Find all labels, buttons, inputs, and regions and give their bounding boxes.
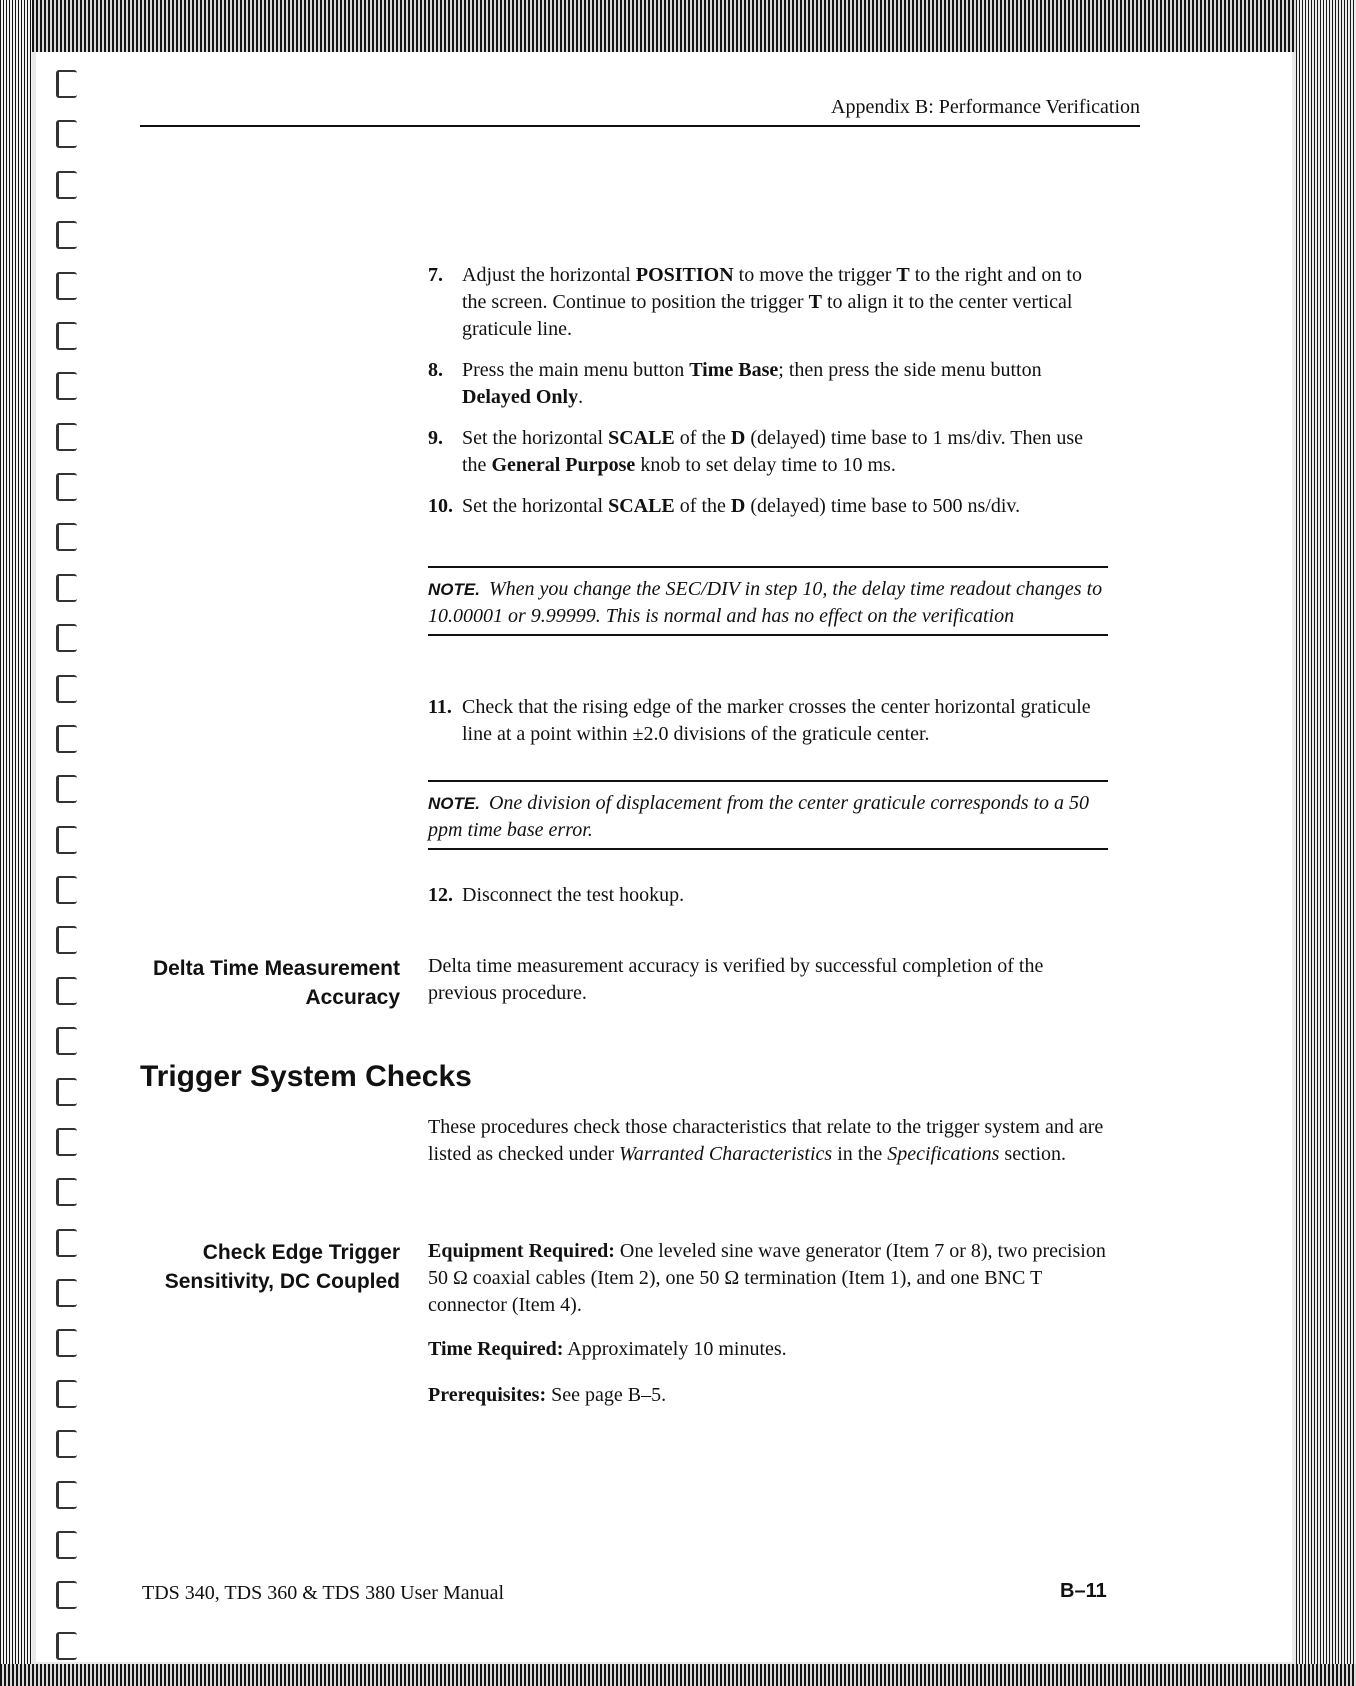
step-number: 10. <box>428 495 453 517</box>
binding-mark <box>56 1632 77 1660</box>
time-label: Time Required: <box>428 1338 564 1360</box>
binding-mark <box>56 1581 77 1609</box>
text-run: Set the horizontal <box>462 495 609 517</box>
binding-mark <box>56 1027 77 1055</box>
step-item <box>428 882 1108 909</box>
binding-mark <box>56 272 77 300</box>
binding-mark <box>56 221 77 249</box>
step-number: 9. <box>428 427 443 449</box>
header-title: Appendix B: Performance Verification <box>831 96 1140 118</box>
binding-mark <box>56 1531 77 1559</box>
text-run: T <box>808 291 822 313</box>
heading-line: Check Edge Trigger <box>202 1241 400 1264</box>
binding-mark <box>56 372 77 400</box>
binding-mark <box>56 1178 77 1206</box>
prerequisites <box>428 1382 1108 1409</box>
text-run: Set the horizontal <box>462 427 609 449</box>
section-title: Trigger System Checks <box>140 1060 472 1093</box>
binding-mark <box>56 725 77 753</box>
text-run: knob to set delay time to 10 ms. <box>635 454 896 476</box>
equipment-text: One leveled sine wave generator (Item 7 or 8), two precision 50 Ω coaxial cables (Item 2), one 50 Ω termination (Item 1), and one BNC T connector (Item 4). <box>428 1240 1106 1316</box>
step-text <box>462 425 1108 479</box>
step-number: 8. <box>428 359 443 381</box>
trigger-intro <box>428 1114 1108 1168</box>
text-run: Check that the rising edge of the marker crosses the center horizontal graticule line at a point within ±2.0 divisions of the graticule center. <box>462 696 1091 745</box>
text-run: POSITION <box>635 264 734 286</box>
page-header <box>140 96 1140 127</box>
text-run: to align it to the center vertical graticule line. <box>462 291 1073 340</box>
scan-artifact-bottom <box>0 1664 1356 1686</box>
text-run: to the right and on to the screen. Continue to position the trigger <box>462 264 1082 313</box>
heading-line: Delta Time Measurement <box>152 957 400 980</box>
binding-mark <box>56 1380 77 1408</box>
text-run: of the <box>674 495 731 517</box>
binding-mark <box>56 423 77 451</box>
text-run: General Purpose <box>491 454 636 476</box>
text-run: Warranted Characteristics <box>619 1143 833 1165</box>
step-item <box>428 357 1108 411</box>
text-run: Press the main menu button <box>462 359 690 381</box>
text-run: (delayed) time base to 500 ns/div. <box>745 495 1021 517</box>
text-run: T <box>896 264 910 286</box>
step-item <box>428 262 1108 343</box>
text-run: (delayed) time base to 1 ms/div. Then use the <box>462 427 1084 476</box>
text-run: ; then press the side menu button <box>778 359 1042 381</box>
heading-line: Sensitivity, DC Coupled <box>164 1270 400 1293</box>
edge-trigger-heading <box>140 1238 400 1296</box>
text-run: Adjust the horizontal <box>462 264 636 286</box>
binding-mark <box>56 1229 77 1257</box>
equipment-required <box>428 1238 1108 1319</box>
step-number: 11. <box>428 696 452 718</box>
prereq-text: See page B–5. <box>546 1384 667 1406</box>
prereq-label: Prerequisites: <box>428 1384 547 1406</box>
binding-mark <box>56 826 77 854</box>
text-run: to move the trigger <box>733 264 897 286</box>
binding-mark <box>56 876 77 904</box>
delta-time-text: Delta time measurement accuracy is verified by successful completion of the previous procedure. <box>428 955 1044 1004</box>
step-text <box>462 493 1108 520</box>
binding-mark <box>56 574 77 602</box>
footer-manual-title: TDS 340, TDS 360 & TDS 380 User Manual <box>142 1582 505 1604</box>
binding-mark <box>56 1430 77 1458</box>
binding-mark <box>56 1279 77 1307</box>
binding-mark <box>56 120 77 148</box>
text-run: section. <box>999 1143 1067 1165</box>
steps-list-a <box>428 262 1108 534</box>
note-box-1 <box>428 566 1108 636</box>
binding-mark <box>56 322 77 350</box>
binding-mark <box>56 624 77 652</box>
text-run: Disconnect the test hookup. <box>462 884 685 906</box>
time-text: Approximately 10 minutes. <box>563 1338 787 1360</box>
step-text <box>462 694 1108 748</box>
text-run: Time Base <box>689 359 779 381</box>
text-run: . <box>578 386 584 408</box>
equipment-label: Equipment Required: <box>428 1240 615 1262</box>
note-label: NOTE. <box>428 794 480 813</box>
note-text: One division of displacement from the center graticule corresponds to a 50 ppm time base error. <box>428 792 1090 841</box>
binding-mark <box>56 523 77 551</box>
binding-mark <box>56 977 77 1005</box>
text-run: Specifications <box>887 1143 1000 1165</box>
footer-page-number: B–11 <box>1060 1580 1107 1602</box>
step-number: 12. <box>428 884 453 906</box>
binding-mark <box>56 70 77 98</box>
binding-mark <box>56 1329 77 1357</box>
binding-mark <box>56 775 77 803</box>
note-label: NOTE. <box>428 580 480 599</box>
step-item <box>428 425 1108 479</box>
step-text <box>462 357 1108 411</box>
binding-mark <box>56 171 77 199</box>
scan-artifact-left <box>0 0 32 1686</box>
text-run: SCALE <box>608 427 675 449</box>
text-run: Delayed Only <box>462 386 579 408</box>
binding-mark <box>56 675 77 703</box>
delta-time-heading <box>140 954 400 1012</box>
scan-artifact-right <box>1296 0 1356 1686</box>
binding-mark <box>56 1481 77 1509</box>
text-run: D <box>730 495 746 517</box>
step-number: 7. <box>428 264 443 286</box>
note-box-2 <box>428 780 1108 850</box>
text-run: of the <box>674 427 731 449</box>
step-item <box>428 493 1108 520</box>
step-text <box>462 882 1108 909</box>
step-text <box>462 262 1108 343</box>
text-run: D <box>730 427 746 449</box>
binding-mark <box>56 926 77 954</box>
step-item <box>428 694 1108 748</box>
scan-artifact-top <box>0 0 1356 52</box>
binding-strip <box>56 70 82 1660</box>
binding-mark <box>56 473 77 501</box>
text-run: SCALE <box>608 495 675 517</box>
heading-line: Accuracy <box>305 986 400 1009</box>
time-required <box>428 1336 1108 1363</box>
note-text: When you change the SEC/DIV in step 10, the delay time readout changes to 10.00001 or 9.99999. This is normal and has no effect on the verification <box>428 578 1103 627</box>
steps-list-c <box>428 882 1108 923</box>
steps-list-b <box>428 694 1108 762</box>
binding-mark <box>56 1078 77 1106</box>
text-run: These procedures check those characteristics that relate to the trigger system and are listed as checked under <box>428 1116 1104 1165</box>
text-run: in the <box>832 1143 888 1165</box>
binding-mark <box>56 1128 77 1156</box>
